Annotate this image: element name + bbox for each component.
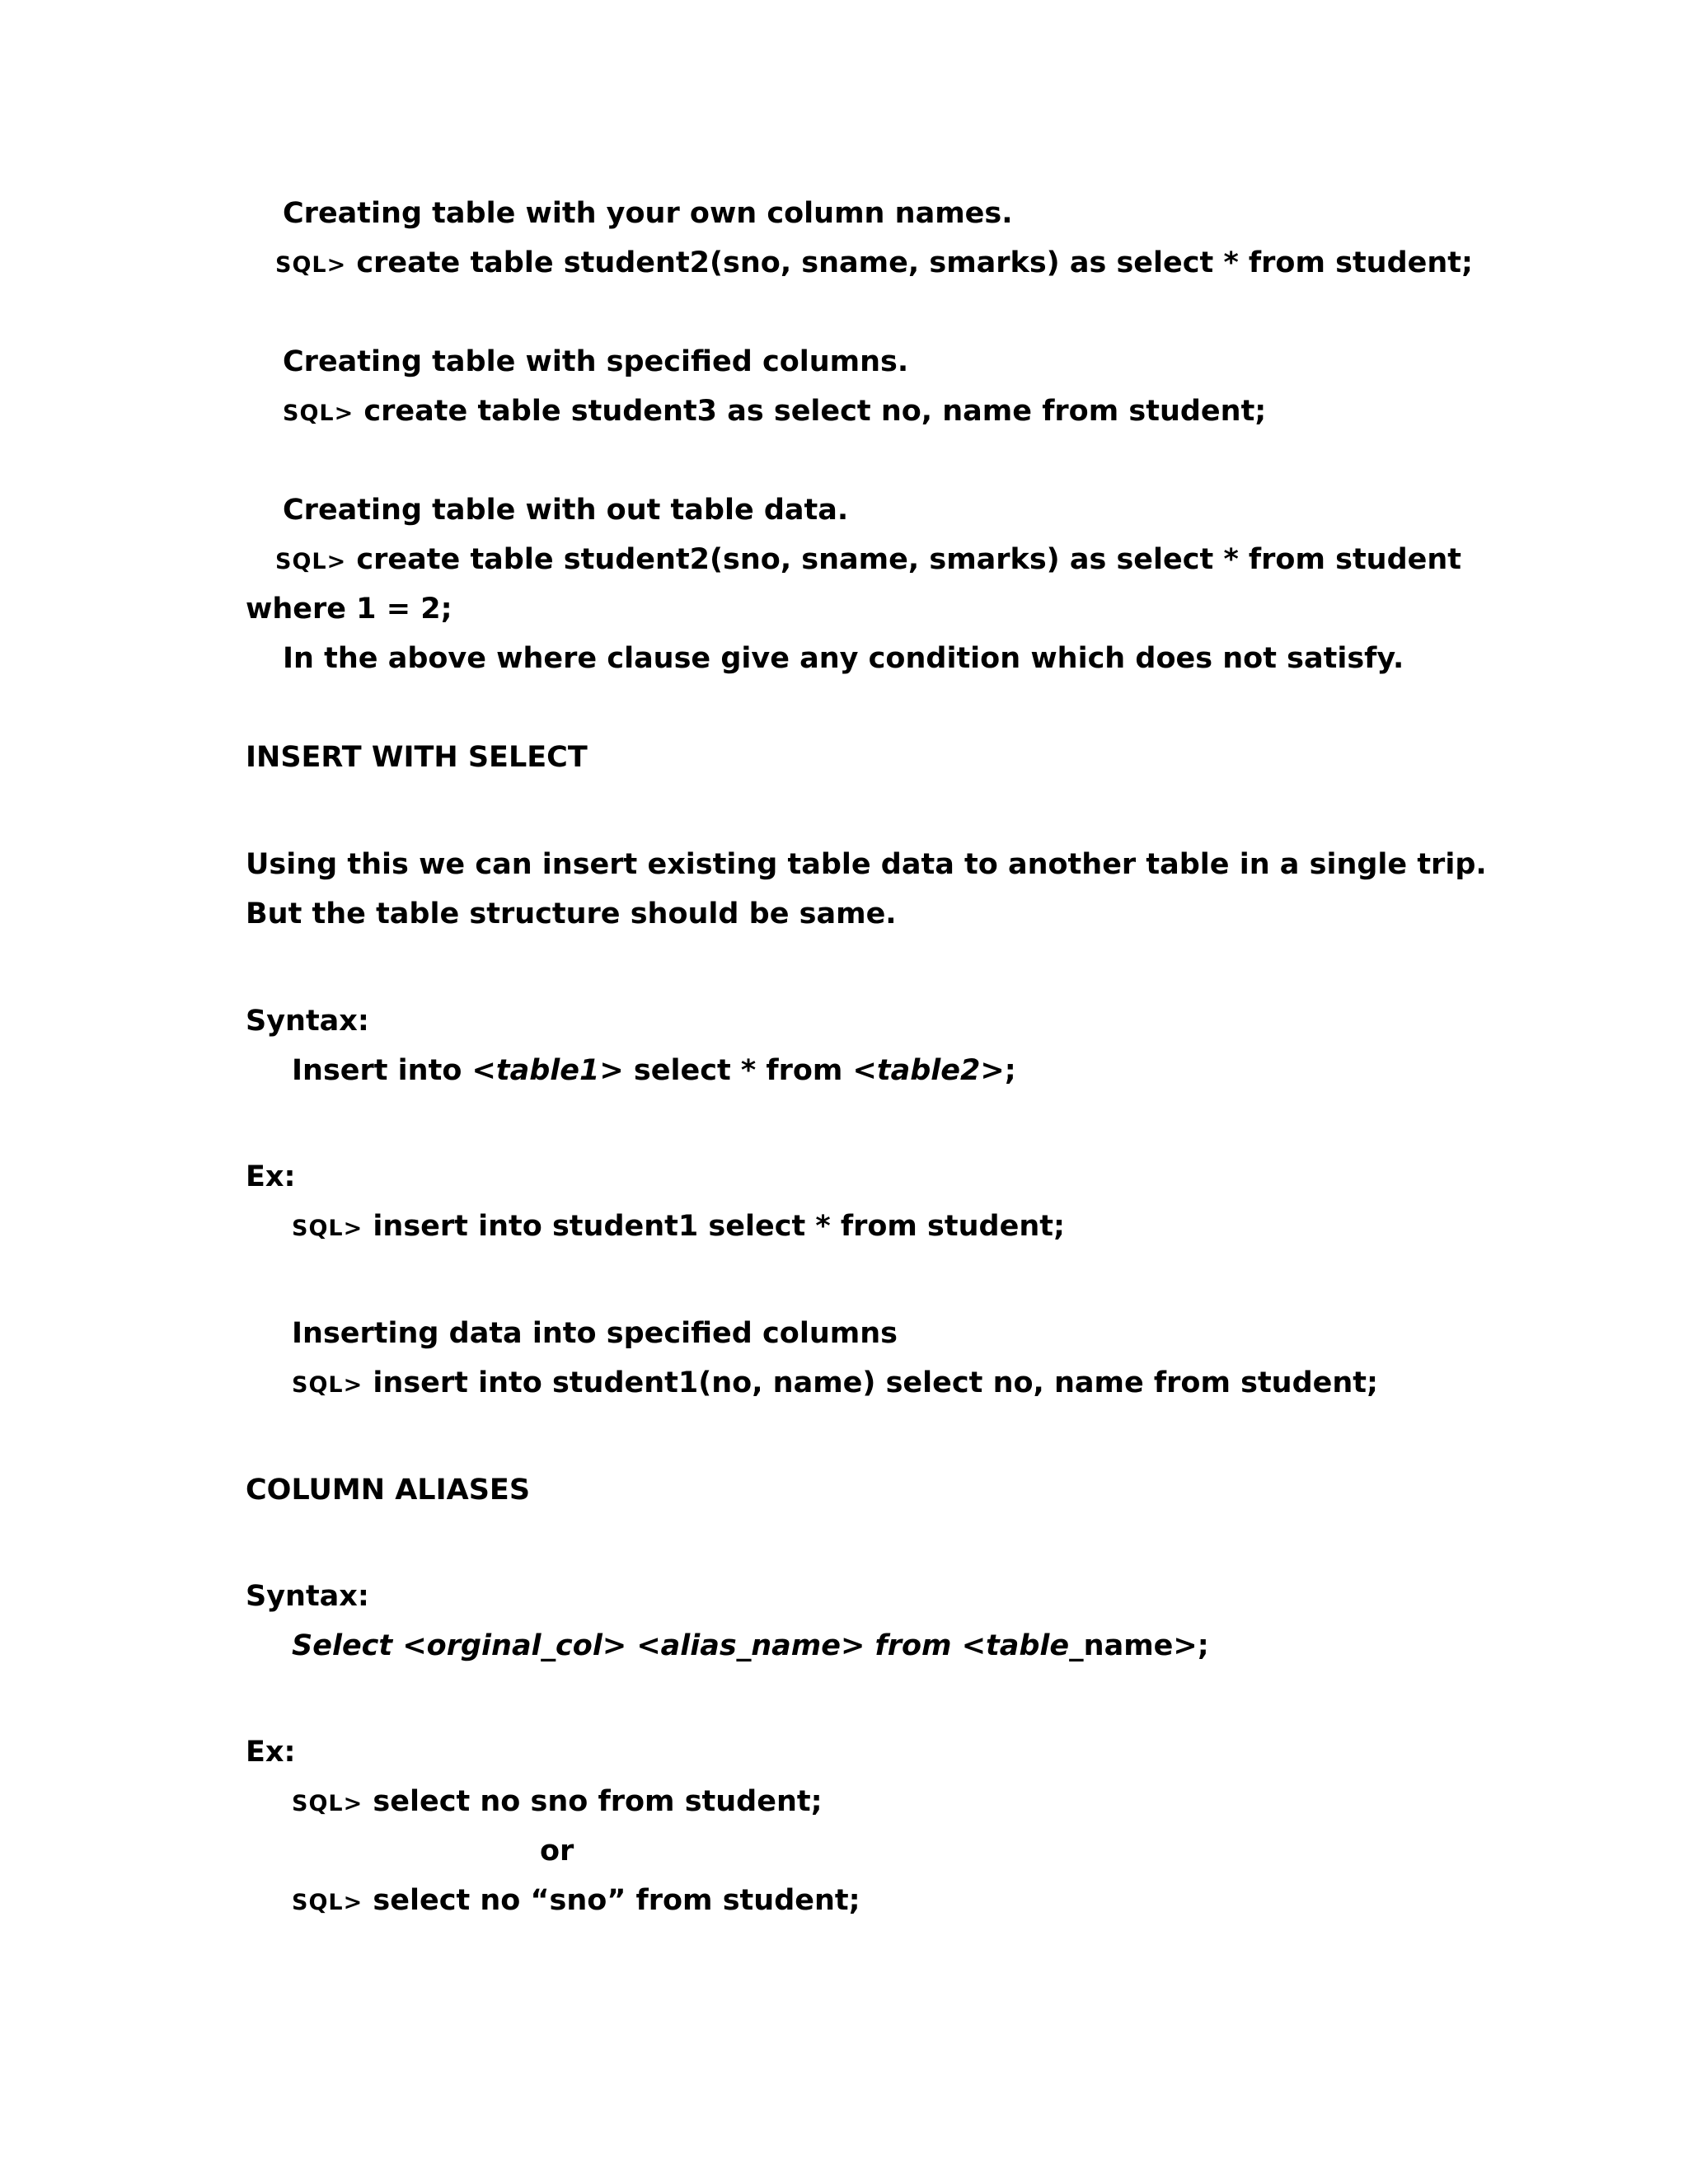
syntax-insert-into: Insert into < [292,1054,496,1087]
insert-with-select-description-line2: But the table structure should be same. [246,898,897,930]
create-without-data-statement [275,541,1461,580]
insert-syntax-statement [292,1052,1016,1089]
insert-specified-columns-heading: Inserting data into specified columns [292,1317,898,1350]
insert-with-select-title: INSERT WITH SELECT [246,741,588,774]
syntax-end: >; [980,1054,1016,1087]
alias-syntax-italic: Select <orginal_col> <alias_name> from <table [292,1629,1070,1662]
sql-prompt: SQL> [292,1372,363,1398]
create-specified-columns-heading: Creating table with specified columns. [283,345,909,378]
sql-prompt: SQL> [275,549,347,574]
syntax-table2: table2 [876,1054,981,1087]
sql-prompt: SQL> [292,1216,363,1241]
create-own-columns-statement [275,245,1473,284]
statement-text: select no sno from student; [373,1785,823,1818]
create-specified-columns-statement [283,393,1266,432]
insert-example-statement [292,1208,1065,1247]
statement-text: create table student3 as select no, name from student; [363,395,1267,428]
create-without-data-note: In the above where clause give any condition which does not satisfy. [283,642,1404,675]
alias-syntax-label: Syntax: [246,1580,369,1613]
sql-prompt: SQL> [292,1890,363,1915]
statement-text: create table student2(sno, sname, smarks) as select * from student [356,543,1462,576]
sql-prompt: SQL> [292,1791,363,1816]
create-own-columns-heading: Creating table with your own column names. [283,197,1013,230]
alias-or-separator: or [540,1835,574,1868]
sql-prompt: SQL> [283,401,354,426]
sql-prompt: SQL> [275,252,347,278]
alias-example-label: Ex: [246,1736,296,1769]
statement-text: create table student2(sno, sname, smarks) as select * from student; [356,246,1474,279]
insert-syntax-label: Syntax: [246,1005,369,1038]
insert-specified-columns-statement [292,1365,1378,1404]
statement-text: insert into student1 select * from student; [373,1210,1065,1243]
create-without-data-statement-continued: where 1 = 2; [246,593,452,626]
insert-example-label: Ex: [246,1160,296,1193]
syntax-table1: table1 [495,1054,600,1087]
alias-syntax-plain: _name>; [1069,1629,1209,1662]
alias-example-statement-1 [292,1783,823,1822]
alias-syntax-statement [292,1628,1209,1664]
syntax-middle: > select * from < [599,1054,877,1087]
statement-text: insert into student1(no, name) select no, name from student; [373,1366,1379,1399]
alias-example-statement-2 [292,1882,860,1921]
statement-text: select no “sno” from student; [373,1884,860,1917]
create-without-data-heading: Creating table with out table data. [283,494,849,527]
column-aliases-title: COLUMN ALIASES [246,1474,531,1507]
insert-with-select-description-line1: Using this we can insert existing table data to another table in a single trip. [246,848,1487,881]
